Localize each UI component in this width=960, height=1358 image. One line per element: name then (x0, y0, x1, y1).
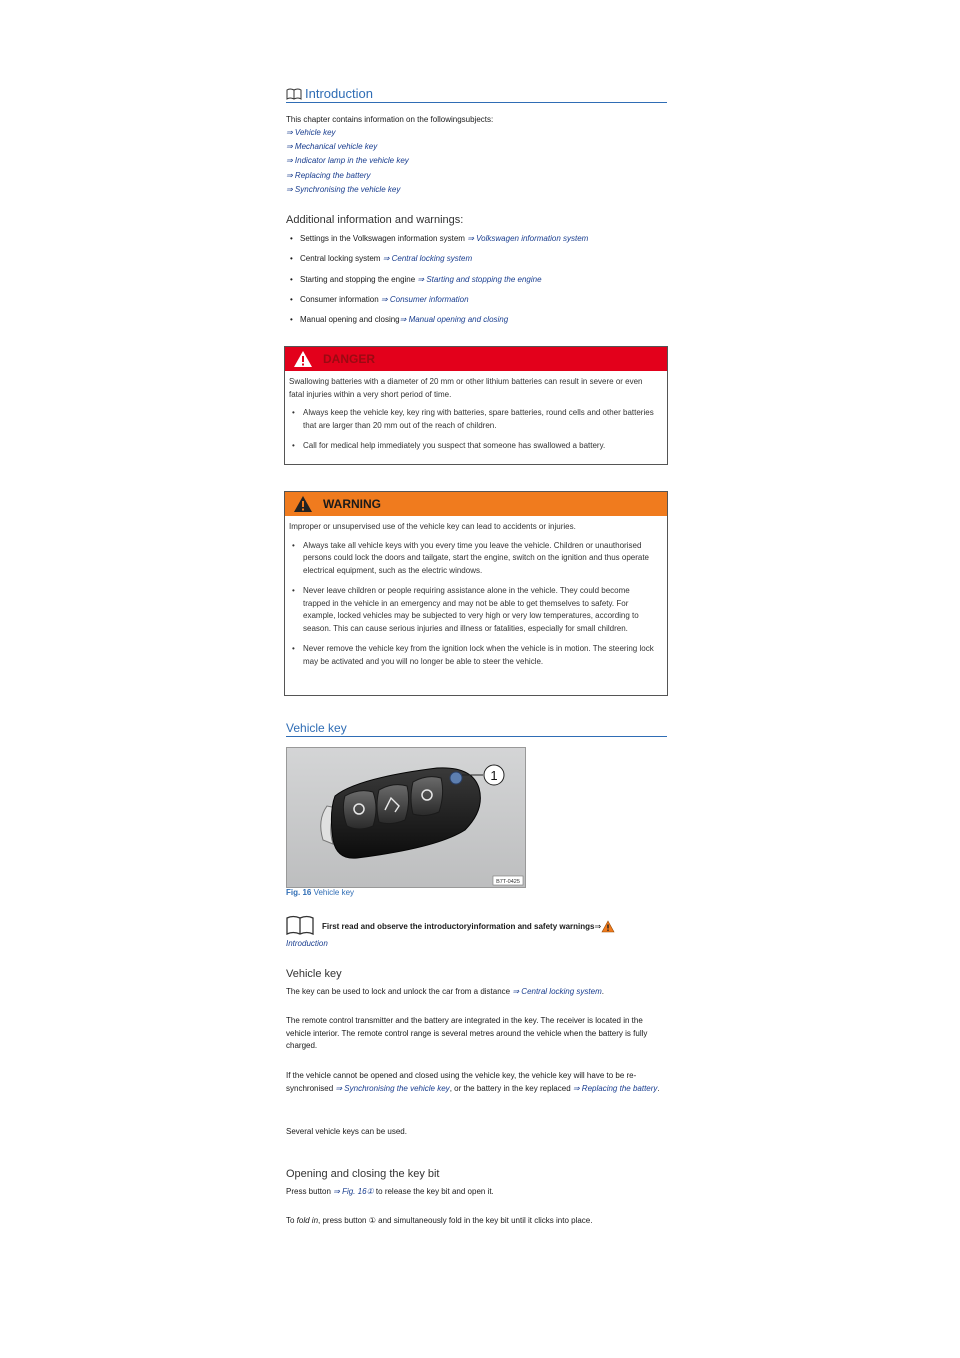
list-item: • Never leave children or people requiring assistance alone in the vehicle. They could become trapped in the vehicle in an emergency and may not be able to get themselves to safety. For example, locked vehicles may be subjected to very high or very low temperatures, according to season. This can cause serious injuries and illness or fatalities, especially for small children. (285, 585, 659, 635)
topic-link[interactable]: ⇒ Indicator lamp in the vehicle key (286, 156, 409, 166)
topic-link[interactable]: ⇒ Vehicle key (286, 128, 336, 137)
callout-number: 1 (490, 768, 498, 783)
additional-heading: Additional information and warnings: (286, 214, 464, 226)
list-item: • Consumer information ⇒ Consumer information (290, 295, 670, 305)
cross-reference-link[interactable]: ⇒ Manual opening and closing (399, 315, 509, 325)
additional-list (290, 234, 670, 335)
list-item: • Central locking system ⇒ Central locking system (290, 254, 670, 264)
list-item: • Always take all vehicle keys with you every time you leave the vehicle. Children or unauthorised persons could lock the doors and tailgate, start the engine, switch on the ignition and thus operate electrical equipment, such as the electric windows. (285, 540, 659, 578)
section-title-vehicle-key: Vehicle key (286, 721, 667, 737)
danger-intro: Swallowing batteries with a diameter of 20 mm or other lithium batteries can result in severe or even fatal injuries within a very short period of time. (289, 377, 643, 399)
list-item: • Manual opening and closing⇒ Manual opening and closing (290, 315, 670, 325)
list-item: • Call for medical help immediately you suspect that someone has swallowed a battery. (285, 440, 659, 453)
figure-title: Vehicle key (313, 888, 355, 897)
topic-link-list (286, 126, 667, 197)
book-icon (286, 88, 302, 100)
cross-reference-link[interactable]: ⇒ Volkswagen information system (467, 234, 589, 243)
warning-triangle-icon (601, 920, 615, 933)
subheading-key-bit: Opening and closing the key bit (286, 1168, 440, 1180)
danger-title: DANGER (323, 352, 376, 366)
book-icon (286, 915, 314, 935)
topic-link[interactable]: ⇒ Mechanical vehicle key (286, 142, 378, 152)
cross-reference-link[interactable]: ⇒ Central locking system (512, 987, 602, 996)
note-text: First read and observe the introductoryinformation and safety warnings (322, 922, 595, 931)
topic-link[interactable]: ⇒ Synchronising the vehicle key (286, 184, 401, 194)
introduction-link[interactable]: Introduction (286, 939, 328, 948)
note-arrow: ⇒ (594, 922, 602, 931)
vehicle-key-figure (286, 747, 526, 888)
button-number: ① (366, 1187, 374, 1196)
cross-reference-link[interactable]: ⇒ Replacing the battery (572, 1083, 658, 1093)
safety-note (286, 915, 667, 952)
warning-triangle-icon (293, 350, 313, 368)
figure-code: B7T-0425 (496, 879, 520, 885)
cross-reference-link[interactable]: ⇒ Starting and stopping the engine (417, 274, 542, 284)
warning-header (285, 492, 667, 516)
figure-reference-link[interactable]: ⇒ Fig. 16 (333, 1187, 367, 1196)
list-item: • Never remove the vehicle key from the ignition lock when the vehicle is in motion. The steering lock may be activated and you will no longer be able to steer the vehicle. (285, 643, 659, 668)
warning-triangle-icon (293, 495, 313, 513)
cross-reference-link[interactable]: ⇒ Central locking system (382, 254, 473, 264)
warning-title: WARNING (323, 497, 381, 511)
list-item: • Always keep the vehicle key, key ring with batteries, spare batteries, round cells and other batteries that are larger than 20 mm out of the reach of children. (285, 407, 659, 432)
list-item: • Starting and stopping the engine ⇒ Starting and stopping the engine (290, 275, 670, 285)
paragraph: If the vehicle cannot be opened and closed using the vehicle key, the vehicle key will have to be re-synchronised ⇒ Synchronising the vehicle key, or the battery in the key replaced ⇒ Replacing the battery. (286, 1071, 660, 1093)
warning-box (284, 491, 668, 696)
paragraph: The key can be used to lock and unlock the car from a distance ⇒ Central locking system. (286, 987, 604, 996)
list-item: • Settings in the Volkswagen information system ⇒ Volkswagen information system (290, 234, 670, 244)
danger-list (285, 407, 659, 453)
paragraph: To fold in, press button ① and simultaneously fold in the key bit until it clicks into place. (286, 1216, 593, 1225)
cross-reference-link[interactable]: ⇒ Synchronising the vehicle key (335, 1083, 450, 1093)
paragraph: The remote control transmitter and the battery are integrated in the key. The receiver is located in the vehicle interior. The remote control range is several metres around the vehicle when the battery is fully charged. (286, 1016, 648, 1050)
section-title-introduction: Introduction (286, 86, 667, 103)
figure-label: Fig. 16 (286, 888, 312, 897)
danger-header (285, 347, 667, 371)
vehicle-key-illustration (287, 748, 525, 887)
cross-reference-link[interactable]: ⇒ Consumer information (380, 294, 469, 304)
subheading-vehicle-key: Vehicle key (286, 968, 342, 980)
danger-box (284, 346, 668, 465)
button-number: ① (368, 1216, 376, 1225)
figure-caption (286, 887, 354, 899)
topic-link[interactable]: ⇒ Replacing the battery (286, 170, 371, 180)
paragraph: Press button ⇒ Fig. 16① to release the key bit and open it. (286, 1187, 494, 1196)
warning-list (285, 540, 659, 669)
paragraph: Several vehicle keys can be used. (286, 1127, 407, 1136)
warning-intro: Improper or unsupervised use of the vehicle key can lead to accidents or injuries. (289, 522, 576, 531)
intro-lead: This chapter contains information on the followingsubjects: (286, 115, 494, 124)
